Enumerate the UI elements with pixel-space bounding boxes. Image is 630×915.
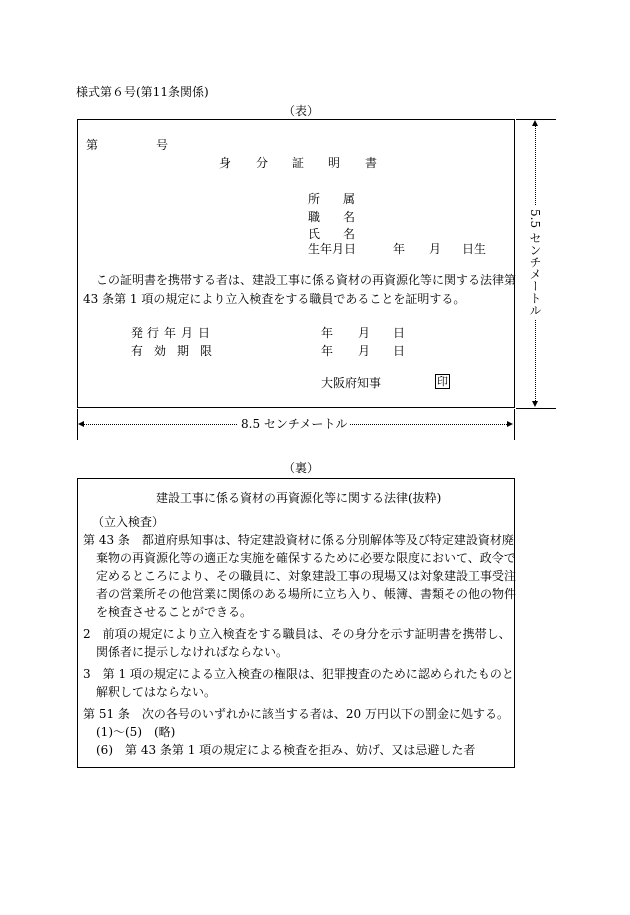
law-subheading: （立入検査） (92, 515, 165, 529)
issuer-name: 大阪府知事 (321, 376, 382, 390)
certificate-number-prefix: 第 (86, 138, 99, 152)
form-label: 様式第６号(第11条関係) (76, 85, 209, 99)
article-51-items-1-5: (1)～(5) (略) (96, 725, 176, 739)
law-title: 建設工事に係る資材の再資源化等に関する法律(抜粋) (156, 491, 442, 505)
arrow-left-icon (78, 421, 84, 427)
height-extension-bottom (516, 408, 556, 409)
statement-line: この証明書を携帯する者は、建設工事に係る資材の再資源化等に関する法律第 (96, 273, 517, 287)
arrow-right-icon (507, 421, 513, 427)
article-51-item-6: (6) 第 43 条第 1 項の規定による検査を拒み、妨げ、又は忌避した者 (96, 743, 476, 757)
arrow-down-icon (532, 401, 538, 407)
title-char: 分 (256, 156, 269, 170)
title-char: 証 (292, 156, 305, 170)
seal-box: 印 (437, 375, 448, 388)
width-extension-right (514, 409, 515, 440)
title-char: 明 (328, 156, 341, 170)
title-char: 書 (365, 156, 378, 170)
width-dimension-label: 8.5 センチメートル (238, 418, 350, 430)
certificate-number-suffix: 号 (156, 138, 169, 152)
article-51: 第 51 条 次の各号のいずれかに該当する者は、20 万円以下の罰金に処する。 (83, 707, 509, 721)
title-char: 身 (219, 156, 232, 170)
front-heading: （表） (283, 104, 320, 118)
height-dimension-label: 5.5 センチメートル (529, 206, 541, 319)
statement-line: 43 条第 1 項の規定により立入検査をする職員であることを証明する。 (83, 292, 466, 306)
birthdate-label: 生年月日 (308, 242, 357, 256)
arrow-up-icon (532, 120, 538, 126)
back-heading: （裏） (283, 461, 320, 475)
